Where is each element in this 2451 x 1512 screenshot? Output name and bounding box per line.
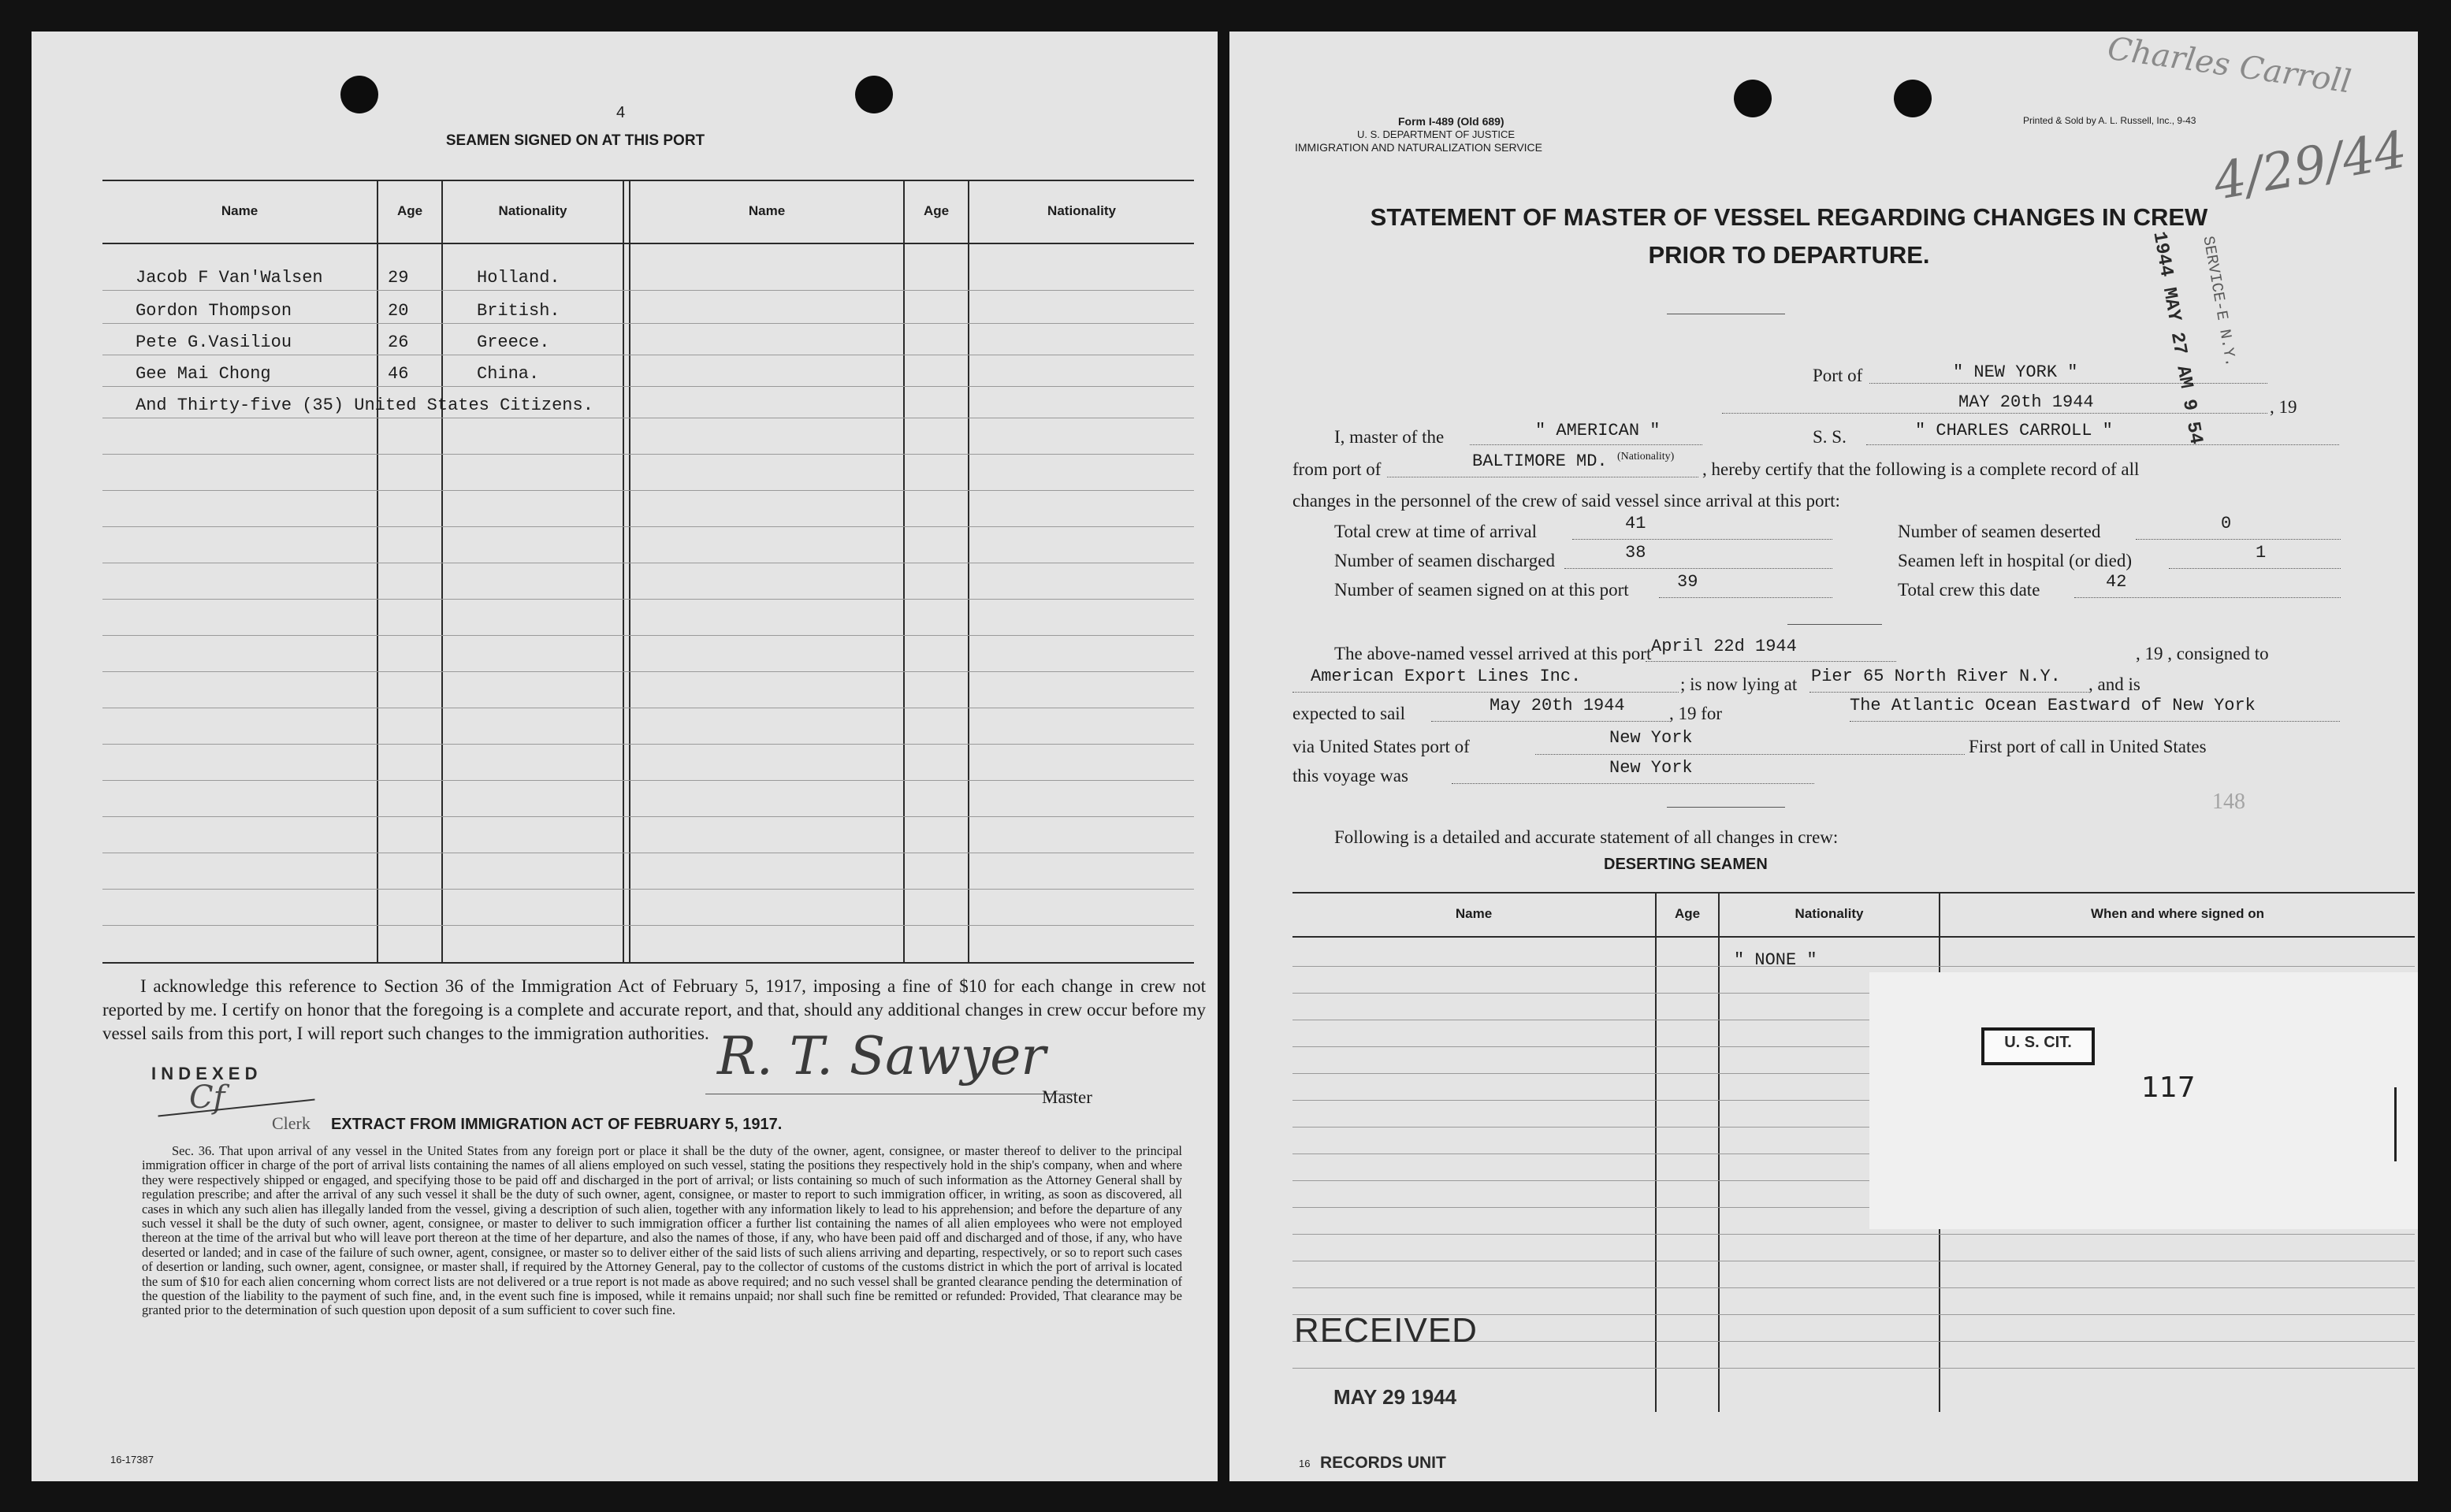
expected-label: expected to sail: [1292, 704, 1406, 723]
seaman-nationality: China.: [477, 364, 540, 384]
col-header-nationality: Nationality: [1047, 203, 1116, 218]
consignee-value: American Export Lines Inc.: [1311, 667, 1582, 686]
service-name: IMMIGRATION AND NATURALIZATION SERVICE: [1295, 141, 1542, 154]
col-header-nationality: Nationality: [498, 203, 567, 218]
nationality-caption: (Nationality): [1617, 451, 1675, 463]
seaman-age: 26: [388, 332, 409, 352]
seaman-nationality: British.: [477, 301, 560, 321]
seaman-nationality: Holland.: [477, 268, 560, 288]
extract-title: EXTRACT FROM IMMIGRATION ACT OF FEBRUARY 5, 1917.: [331, 1116, 783, 1133]
col-header-name: Name: [221, 203, 258, 218]
acknowledgement-text: I acknowledge this reference to Section 36 of the Immigration Act of February 5, 1917, imposing a fine of $10 for each change in crew not reported by me. I certify on honor that the foregoing is a complete and accurate report, and that, should any additional changes in crew occur before my vessel sails from this port, I will report such changes to the immigration authorities.: [102, 976, 1206, 1043]
ship-name: " CHARLES CARROLL ": [1915, 421, 2113, 440]
hospital-label: Seamen left in hospital (or died): [1898, 551, 2133, 570]
section-heading: SEAMEN SIGNED ON AT THIS PORT: [445, 132, 705, 149]
col-header-age: Age: [923, 203, 950, 218]
received-stamp: RECEIVED: [1294, 1311, 1478, 1350]
form-code: 16-17387: [110, 1454, 154, 1466]
total-crew-date-label: Total crew this date: [1898, 580, 2040, 600]
form-title-line2: PRIOR TO DEPARTURE.: [1648, 241, 1930, 269]
seamen-signed-on-table: [102, 180, 1194, 964]
voyage-label: this voyage was: [1292, 766, 1408, 786]
handwritten-ship-name: Charles Carroll: [2105, 30, 2354, 101]
us-cit-stamp: U. S. CIT.: [2004, 1034, 2072, 1051]
lying-label: ; is now lying at: [1680, 674, 1798, 694]
seaman-age: 46: [388, 364, 409, 384]
printer-credit: Printed & Sold by A. L. Russell, Inc., 9-43: [2023, 115, 2196, 126]
summary-row: And Thirty-five (35) United States Citizens.: [136, 396, 593, 415]
seaman-name: Pete G.Vasiliou: [136, 332, 292, 352]
deserting-none-entry: " NONE ": [1734, 950, 1817, 970]
seaman-name: Gee Mai Chong: [136, 364, 271, 384]
year-label: , 19: [2270, 397, 2297, 417]
tag-number: 117: [2141, 1072, 2196, 1104]
department: U. S. DEPARTMENT OF JUSTICE: [1357, 128, 1516, 140]
nationality-value: " AMERICAN ": [1535, 421, 1661, 440]
col-header-age: Age: [396, 203, 423, 218]
master-signature: R. T. Sawyer: [717, 1026, 1046, 1087]
punch-hole: [855, 76, 893, 113]
from-port-value: BALTIMORE MD.: [1472, 451, 1608, 471]
for-value: The Atlantic Ocean Eastward of New York: [1850, 696, 2256, 715]
via-label: via United States port of: [1292, 737, 1470, 756]
port-value: " NEW YORK ": [1953, 362, 2078, 382]
col-header-nationality: Nationality: [1795, 906, 1864, 921]
total-crew-arrival-label: Total crew at time of arrival: [1334, 522, 1538, 541]
master-of-label: I, master of the: [1334, 427, 1445, 447]
punch-hole: [1734, 80, 1772, 117]
col-header-name: Name: [748, 203, 786, 218]
corner-office-stamp: SERVICE-E N.Y.: [2198, 235, 2240, 369]
extract-text: Sec. 36. That upon arrival of any vessel in the United States from any foreign port or place it shall be the duty of the owner, agent, consignee, or master thereof to deliver to the principal immigration officer in charge of the port of arrival lists containing the names of all aliens employed on such vessel, stating the positions they respectively hold in the ship's company, when and where they were respectively shipped or engaged, and specifying those to be paid off and discharged in the port of arrival; or lists containing so much of such information as the Attorney General shall by regulation prescribe; and after the arrival of any such vessel it shall be the duty of such owner, agent, consignee, or master to report to such immigration officer, in writing, as soon as discovered, all cases in which any such alien has illegally landed from the vessel, giving a description of such alien, together with any information likely to lead to his apprehension; and before the departure of any such vessel it shall be the duty of such owner, agent, consignee, or master to deliver to such immigration officer a further list containing the names of all alien employees who were not employed thereon at the time of the arrival but who will leave port thereon at the time of her departure, and also the names of those, if any, who have been paid off and discharged and of those, if any, who have deserted or landed; and in case of the failure of such owner, agent, consignee, or master so to deliver either of the said lists of such aliens arriving and departing, respectively, or so to report such cases of desertion or landing, such owner, agent, consignee, or master shall, if required by the Attorney General, pay to the collector of customs of the customs district in which the port of arrival is located the sum of $10 for each alien concerning whom correct lists are not delivered or a true report is not made as above required; and no such vessel shall be granted clearance pending the determination of the question of the liability to the payment of such fine, and, in the event such fine is imposed, while it remains unpaid; nor shall such fine be remitted or refunded: Provided, That clearance may be granted prior to the determination of such question upon deposit of a sum sufficient to cover such fine.: [142, 1143, 1182, 1318]
arrived-value: April 22d 1944: [1651, 637, 1797, 656]
seaman-nationality: Greece.: [477, 332, 550, 352]
punch-hole: [1894, 80, 1932, 117]
corner-date-stamp: 1944 MAY 27 AM 9 54: [2148, 230, 2207, 447]
deserting-heading: DESERTING SEAMEN: [1604, 856, 1768, 873]
footer-code: 16: [1299, 1458, 1311, 1469]
seaman-age: 20: [388, 301, 409, 321]
form-number: Form I-489 (Old 689): [1398, 115, 1504, 128]
signed-on-label: Number of seamen signed on at this port: [1334, 580, 1629, 600]
col-header-signed-on: When and where signed on: [2090, 906, 2265, 921]
signed-on-value: 39: [1677, 572, 1698, 592]
total-crew-date-value: 42: [2106, 572, 2127, 592]
date-value: MAY 20th 1944: [1958, 392, 2094, 412]
form-back-page: [32, 32, 1218, 1481]
ss-label: S. S.: [1813, 427, 1847, 447]
seaman-age: 29: [388, 268, 409, 288]
attached-tag: [1869, 972, 2418, 1229]
voyage-value: New York: [1609, 758, 1693, 778]
master-label: Master: [1042, 1087, 1092, 1107]
changes-text: changes in the personnel of the crew of said vessel since arrival at this port:: [1292, 491, 1840, 511]
form-title: STATEMENT OF MASTER OF VESSEL REGARDING CHANGES IN CREW: [1370, 203, 2208, 231]
form-front-page: [1229, 32, 2418, 1481]
first-port-label: First port of call in United States: [1969, 737, 2207, 756]
handwritten-number: 4/29/44: [2209, 121, 2412, 212]
seaman-name: Jacob F Van'Walsen: [136, 268, 323, 288]
indexed-stamp: I N D E X E D: [151, 1064, 258, 1083]
col-header-age: Age: [1674, 906, 1701, 921]
margin-number: 148: [2212, 789, 2245, 814]
via-value: New York: [1609, 728, 1693, 748]
hospital-value: 1: [2256, 543, 2267, 563]
and-is-label: , and is: [2088, 674, 2140, 694]
deserted-label: Number of seamen deserted: [1898, 522, 2101, 541]
deserted-value: 0: [2221, 514, 2232, 533]
for-label: , 19 for: [1669, 704, 1723, 723]
punch-hole: [340, 76, 378, 113]
from-port-label: from port of: [1292, 459, 1382, 479]
seaman-name: Gordon Thompson: [136, 301, 292, 321]
discharged-label: Number of seamen discharged: [1334, 551, 1555, 570]
expected-value: May 20th 1944: [1490, 696, 1625, 715]
received-date-stamp: MAY 29 1944: [1333, 1385, 1457, 1409]
certify-text: , hereby certify that the following is a complete record of all: [1702, 459, 2140, 479]
consigned-label: , 19 , consigned to: [2136, 644, 2269, 663]
port-label: Port of: [1813, 366, 1863, 385]
page-number: 4: [616, 104, 626, 121]
clerk-label: Clerk: [272, 1113, 311, 1133]
lying-value: Pier 65 North River N.Y.: [1811, 667, 2061, 686]
total-crew-arrival-value: 41: [1625, 514, 1646, 533]
clerk-initials: Cf: [189, 1079, 225, 1116]
col-header-name: Name: [1455, 906, 1493, 921]
discharged-value: 38: [1625, 543, 1646, 563]
records-unit-stamp: RECORDS UNIT: [1320, 1454, 1446, 1472]
arrived-label: The above-named vessel arrived at this port: [1334, 644, 1652, 663]
following-text: Following is a detailed and accurate statement of all changes in crew:: [1334, 827, 1839, 847]
